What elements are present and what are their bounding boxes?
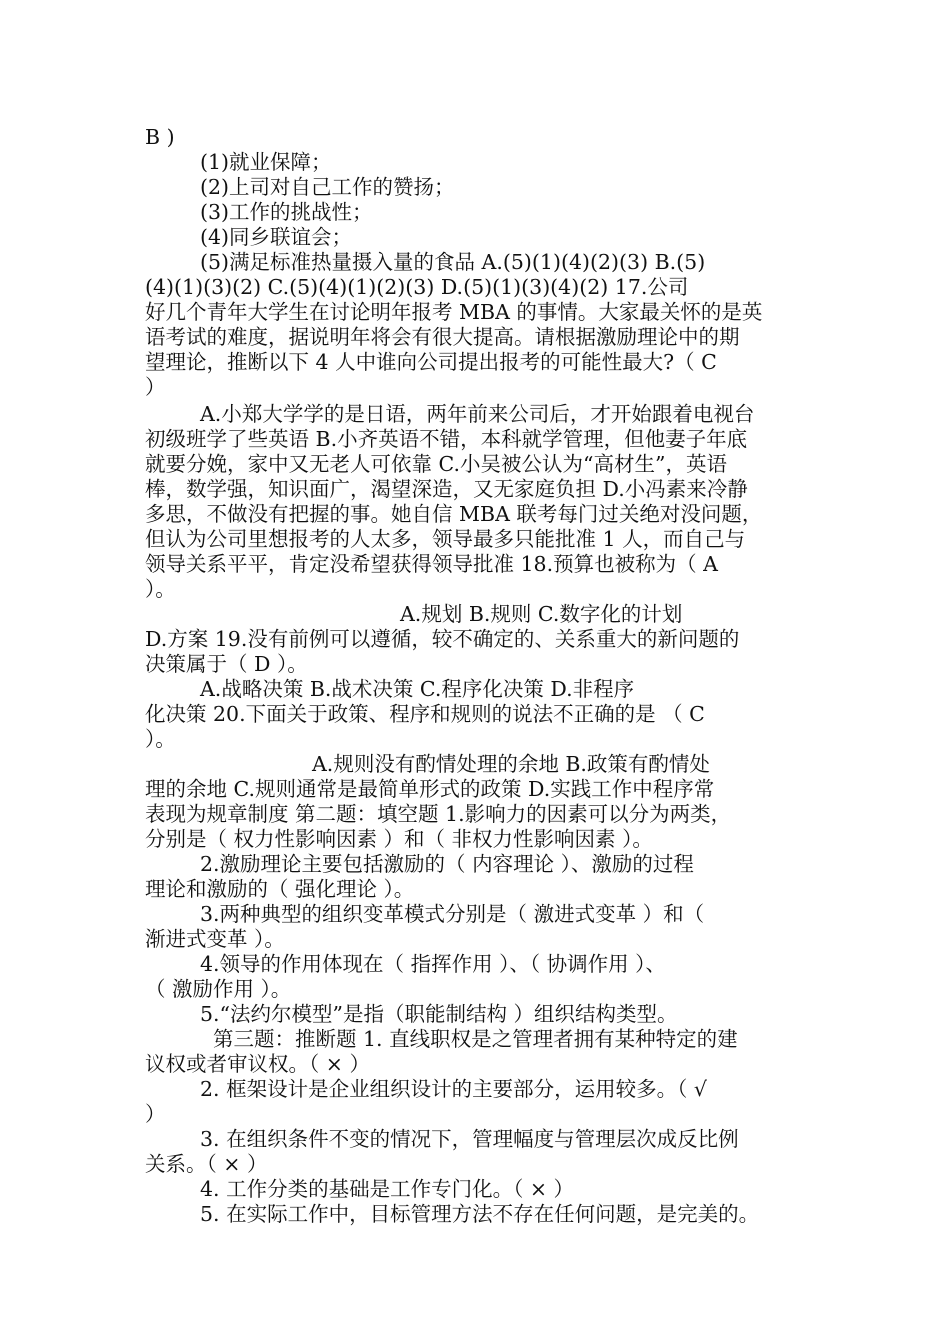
text-line: 第三题：推断题 1. 直线职权是之管理者拥有某种特定的建	[213, 1027, 738, 1051]
text-line: 棒，数学强，知识面广，渴望深造，又无家庭负担 D.小冯素来冷静	[145, 477, 748, 501]
text-line: 好几个青年大学生在讨论明年报考 MBA 的事情。大家最关怀的是英	[145, 300, 763, 324]
text-line: ）。	[145, 577, 176, 601]
text-line: 2.激励理论主要包括激励的（ 内容理论 ）、激励的过程	[200, 852, 694, 876]
text-line: D.方案 19.没有前例可以遵循，较不确定的、关系重大的新问题的	[145, 627, 740, 651]
text-line: A.战略决策 B.战术决策 C.程序化决策 D.非程序	[200, 677, 635, 701]
text-line: (4)同乡联谊会；	[200, 225, 353, 249]
text-line: B )	[145, 125, 175, 149]
text-line: (2)上司对自己工作的赞扬；	[200, 175, 455, 199]
text-line: 初级班学了些英语 B.小齐英语不错，本科就学管理，但他妻子年底	[145, 427, 748, 451]
text-line: 5.“法约尔模型”是指（职能制结构 ）组织结构类型。	[200, 1002, 678, 1026]
text-line: 理的余地 C.规则通常是最简单形式的政策 D.实践工作中程序常	[145, 777, 715, 801]
text-line: ）	[145, 1102, 166, 1126]
text-line: 语考试的难度，据说明年将会有很大提高。请根据激励理论中的期	[145, 325, 740, 349]
text-line: 渐进式变革 ）。	[145, 927, 285, 951]
text-line: 多思，不做没有把握的事。她自信 MBA 联考每门过关绝对没问题，	[145, 502, 763, 526]
text-line: (5)满足标准热量摄入量的食品 A.(5)(1)(4)(2)(3) B.(5)	[200, 250, 706, 274]
text-line: 领导关系平平，肯定没希望获得领导批准 18.预算也被称为（ A	[145, 552, 718, 576]
text-line: 分别是（ 权力性影响因素 ）和（ 非权力性影响因素 ）。	[145, 827, 653, 851]
text-line: 化决策 20.下面关于政策、程序和规则的说法不正确的是 （ C	[145, 702, 705, 726]
text-line: (4)(1)(3)(2) C.(5)(4)(1)(2)(3) D.(5)(1)(3)(4)(2) 17.公司	[145, 275, 689, 299]
text-line: 理论和激励的（ 强化理论 ）。	[145, 877, 415, 901]
text-line: 2. 框架设计是企业组织设计的主要部分，运用较多。（ √	[200, 1077, 707, 1101]
text-line: A.小郑大学学的是日语，两年前来公司后，才开始跟着电视台	[200, 402, 755, 426]
text-line: 3. 在组织条件不变的情况下，管理幅度与管理层次成反比例	[200, 1127, 739, 1151]
text-line: ）。	[145, 727, 176, 751]
text-line: 4. 工作分类的基础是工作专门化。（ × ）	[200, 1177, 575, 1201]
text-line: ）	[145, 375, 166, 399]
text-line: A.规则没有酌情处理的余地 B.政策有酌情处	[312, 752, 710, 776]
text-line: 3.两种典型的组织变革模式分别是（ 激进式变革 ）和（	[200, 902, 705, 926]
text-line: A.规划 B.规则 C.数字化的计划	[400, 602, 683, 626]
text-line: 5. 在实际工作中，目标管理方法不存在任何问题，是完美的。	[200, 1202, 760, 1226]
text-line: 关系。（ × ）	[145, 1152, 268, 1176]
text-line: (3)工作的挑战性；	[200, 200, 373, 224]
text-line: （ 激励作用 ）。	[145, 977, 292, 1001]
text-line: 表现为规章制度 第二题：填空题 1.影响力的因素可以分为两类，	[145, 802, 732, 826]
text-line: 但认为公司里想报考的人太多，领导最多只能批准 1 人，而自己与	[145, 527, 746, 551]
text-line: 议权或者审议权。（ × ）	[145, 1052, 370, 1076]
text-line: 就要分娩，家中又无老人可依靠 C.小吴被公认为“高材生”，英语	[145, 452, 727, 476]
text-line: 决策属于（ D ）。	[145, 652, 308, 676]
text-line: 4.领导的作用体现在（ 指挥作用 ）、（ 协调作用 ）、	[200, 952, 666, 976]
text-line: (1)就业保障；	[200, 150, 332, 174]
text-line: 望理论，推断以下 4 人中谁向公司提出报考的可能性最大?（ C	[145, 350, 717, 374]
